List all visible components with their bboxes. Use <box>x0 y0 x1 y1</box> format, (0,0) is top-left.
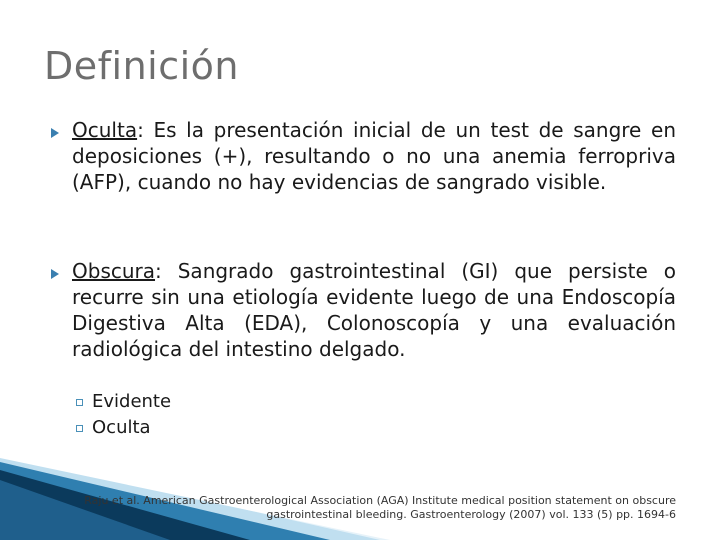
bullet-obscura <box>50 258 680 362</box>
definition-obscura: : Sangrado gastrointestinal (GI) que persiste o recurre sin una etiología evidente luego de una Endoscopía Digestiva Alta (EDA), Colonoscopía y una evaluación radiológica del intestino delgado. <box>72 259 676 361</box>
decorative-swoosh <box>0 440 720 540</box>
square-bullet-icon <box>76 399 83 406</box>
slide-title: Definición <box>44 44 239 88</box>
definition-oculta: : Es la presentación inicial de un test de sangre en deposiciones (+), resultando o no una anemia ferropriva (AFP), cuando no hay evidencias de sangrado visible. <box>72 118 676 194</box>
bullet-obscura-text <box>72 258 676 362</box>
bullet-oculta-text <box>72 117 676 195</box>
citation-line-2: gastrointestinal bleeding. Gastroenterology (2007) vol. 133 (5) pp. 1694-6 <box>266 508 676 521</box>
subitem-oculta <box>76 415 151 441</box>
square-bullet-icon <box>76 425 83 432</box>
citation-line-1: Raju et al. American Gastroenterological Association (AGA) Institute medical position statement on obscure <box>84 494 676 507</box>
subitem-label: Oculta <box>92 417 151 438</box>
term-obscura: Obscura <box>72 259 156 283</box>
subitem-label: Evidente <box>92 391 172 412</box>
term-oculta: Oculta <box>72 118 138 142</box>
subitem-evidente <box>76 389 171 415</box>
citation <box>54 494 676 522</box>
triangle-bullet-icon <box>50 258 72 284</box>
triangle-bullet-icon <box>50 117 72 143</box>
bullet-oculta <box>50 117 680 195</box>
